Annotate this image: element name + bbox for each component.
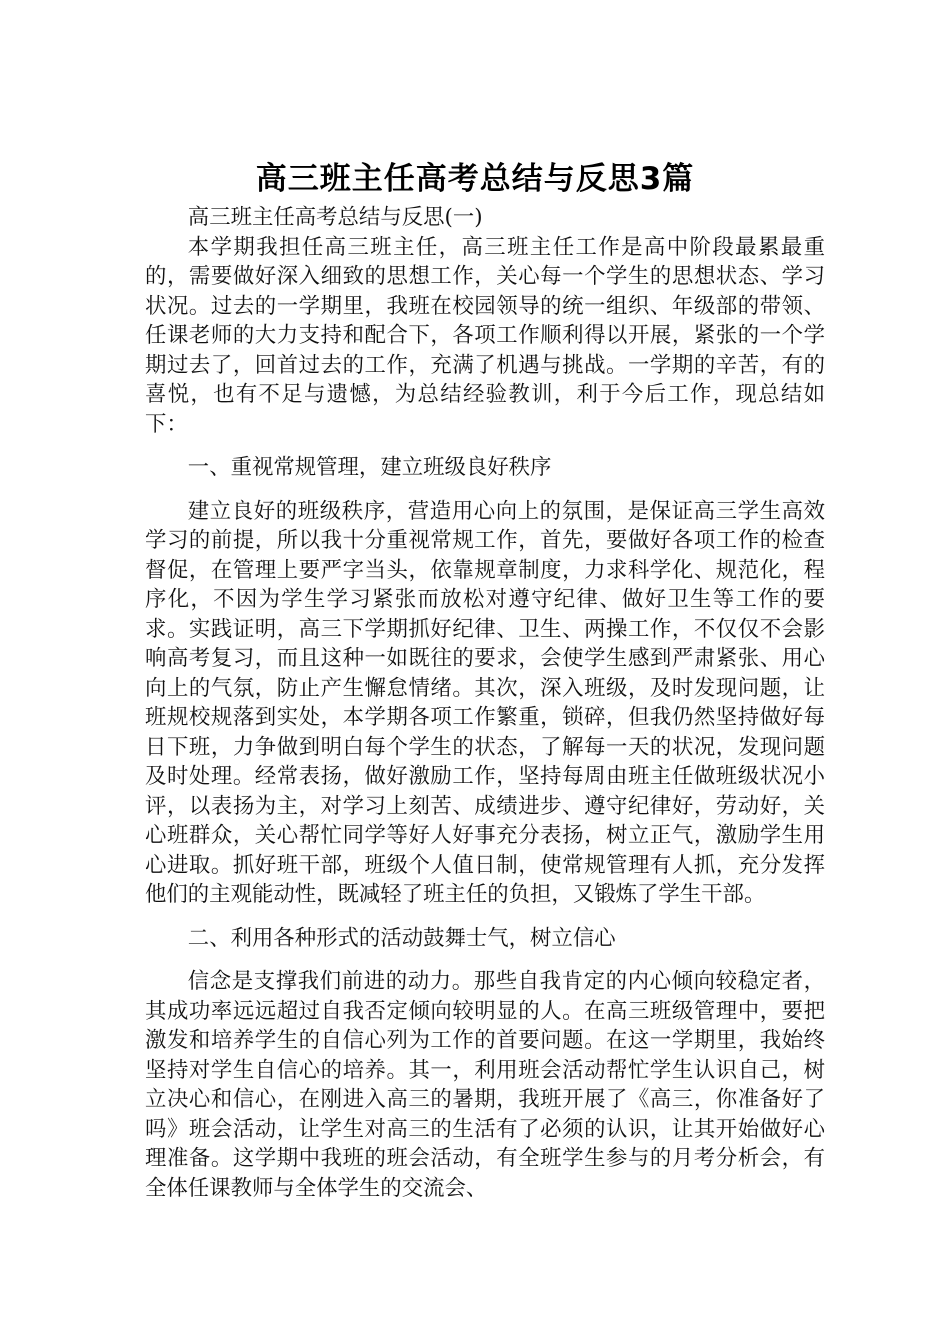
document-body [145,203,825,1203]
paragraph-gap [145,483,825,497]
document-title: 高三班主任高考总结与反思3篇 [255,160,695,197]
paragraph-gap [145,953,825,967]
intro-paragraph: 本学期我担任高三班主任，高三班主任工作是高中阶段最累最重的，需要做好深入细致的思想工作，关心每一个学生的思想状态、学习状况。过去的一学期里，我班在校园领导的统一组织、年级部的带领、任课老师的大力支持和配合下，各项工作顺利得以开展，紧张的一个学期过去了，回首过去的工作，充满了机遇与挑战。一学期的辛苦，有的喜悦，也有不足与遗憾，为总结经验教训，利于今后工作，现总结如下： [145,234,825,437]
section-1-heading: 一、重视常规管理，建立班级良好秩序 [187,455,552,480]
paragraph-gap [145,910,825,924]
subtitle: 高三班主任高考总结与反思(一) [187,205,483,230]
section-1-paragraph: 建立良好的班级秩序，营造用心向上的氛围，是保证高三学生高效学习的前提，所以我十分重视常规工作，首先，要做好各项工作的检查督促，在管理上要严字当头，依靠规章制度，力求科学化、规范化，程序化，不因为学生学习紧张而放松对遵守纪律、做好卫生等工作的要求。实践证明，高三下学期抓好纪律、卫生、两操工作，不仅仅不会影响高考复习，而且这种一如既往的要求，会使学生感到严肃紧张、用心向上的气氛，防止产生懈怠情绪。其次，深入班级，及时发现问题，让班规校规落到实处，本学期各项工作繁重，锁碎，但我仍然坚持做好每日下班，力争做到明白每个学生的状态，了解每一天的状况，发现问题及时处理。经常表扬，做好激励工作，坚持每周由班主任做班级状况小评，以表扬为主，对学习上刻苦、成绩进步、遵守纪律好，劳动好，关心班群众，关心帮忙同学等好人好事充分表扬，树立正气，激励学生用心进取。抓好班干部，班级个人值日制，使常规管理有人抓，充分发挥他们的主观能动性，既减轻了班主任的负担，又锻炼了学生干部。 [145,498,825,907]
section-2-paragraph: 信念是支撑我们前进的动力。那些自我肯定的内心倾向较稳定者，其成功率远远超过自我否定倾向较明显的人。在高三班级管理中，要把激发和培养学生的自信心列为工作的首要问题。在这一学期里，我始终坚持对学生自信心的培养。其一，利用班会活动帮忙学生认识自己，树立决心和信心，在刚进入高三的暑期，我班开展了《高三，你准备好了吗》班会活动，让学生对高三的生活有了必须的认识，让其开始做好心理准备。这学期中我班的班会活动，有全班学生参与的月考分析会，有全体任课教师与全体学生的交流会、 [145,969,825,1201]
section-2-heading: 二、利用各种形式的活动鼓舞士气，树立信心 [187,925,616,951]
paragraph-gap [145,439,825,453]
